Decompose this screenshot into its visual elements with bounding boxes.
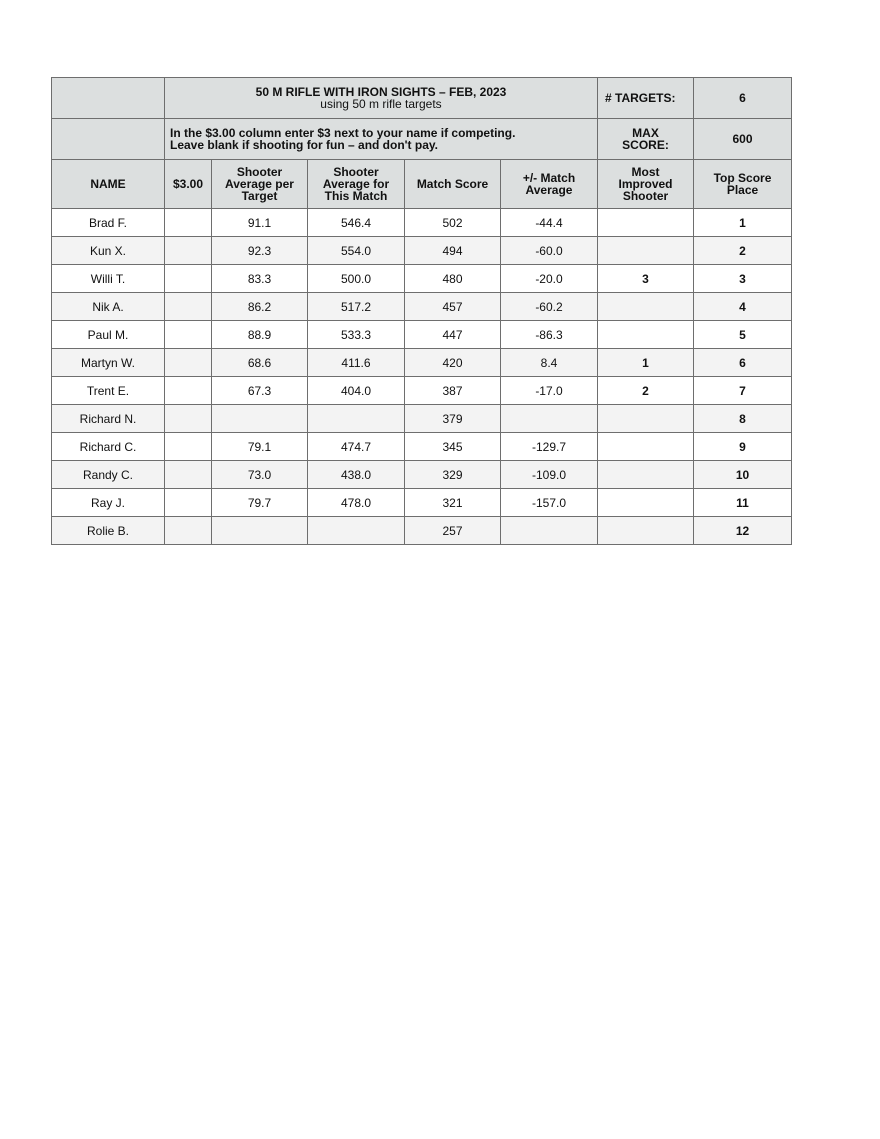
table-row <box>52 265 792 293</box>
avg-target-cell <box>212 517 308 545</box>
match-title-line1: 50 M RIFLE WITH IRON SIGHTS – FEB, 2023 <box>255 85 507 99</box>
diff-cell: -20.0 <box>501 265 598 293</box>
match-title <box>165 78 598 119</box>
avg-match-cell: 478.0 <box>308 489 405 517</box>
col-match-score-header: Match Score <box>405 160 501 209</box>
improved-cell <box>598 489 694 517</box>
improved-cell: 1 <box>598 349 694 377</box>
avg-match-cell <box>308 517 405 545</box>
shooter-name: Richard C. <box>52 433 165 461</box>
table-row <box>52 321 792 349</box>
shooter-name: Trent E. <box>52 377 165 405</box>
table-row <box>52 489 792 517</box>
col-fee-header: $3.00 <box>165 160 212 209</box>
fee-cell[interactable] <box>165 265 212 293</box>
col-name-header: NAME <box>52 160 165 209</box>
col-place-l1: Top Score <box>713 171 772 185</box>
avg-target-cell: 86.2 <box>212 293 308 321</box>
improved-cell <box>598 461 694 489</box>
title-blank-cell <box>52 78 165 119</box>
targets-label: # TARGETS: <box>598 78 694 119</box>
table-row <box>52 293 792 321</box>
diff-cell: -60.0 <box>501 237 598 265</box>
place-cell: 9 <box>694 433 792 461</box>
match-score-cell: 457 <box>405 293 501 321</box>
place-cell: 8 <box>694 405 792 433</box>
table-row <box>52 209 792 237</box>
fee-cell[interactable] <box>165 293 212 321</box>
fee-cell[interactable] <box>165 405 212 433</box>
diff-cell: -60.2 <box>501 293 598 321</box>
table-row <box>52 461 792 489</box>
diff-cell: -17.0 <box>501 377 598 405</box>
fee-cell[interactable] <box>165 349 212 377</box>
avg-target-cell: 88.9 <box>212 321 308 349</box>
place-cell: 6 <box>694 349 792 377</box>
improved-cell <box>598 237 694 265</box>
shooter-name: Nik A. <box>52 293 165 321</box>
improved-cell: 2 <box>598 377 694 405</box>
match-score-cell: 420 <box>405 349 501 377</box>
match-score-cell: 329 <box>405 461 501 489</box>
avg-match-cell: 411.6 <box>308 349 405 377</box>
avg-match-cell <box>308 405 405 433</box>
col-avg-match-l3: This Match <box>324 189 388 203</box>
shooter-name: Brad F. <box>52 209 165 237</box>
avg-target-cell: 73.0 <box>212 461 308 489</box>
score-table <box>51 77 792 545</box>
diff-cell: -129.7 <box>501 433 598 461</box>
fee-cell[interactable] <box>165 321 212 349</box>
match-score-cell: 447 <box>405 321 501 349</box>
avg-match-cell: 474.7 <box>308 433 405 461</box>
col-avg-match-l1: Shooter <box>333 165 379 179</box>
title-row <box>52 78 792 119</box>
avg-match-cell: 546.4 <box>308 209 405 237</box>
place-cell: 12 <box>694 517 792 545</box>
info-blank-cell <box>52 119 165 160</box>
improved-cell: 3 <box>598 265 694 293</box>
place-cell: 4 <box>694 293 792 321</box>
diff-cell: -157.0 <box>501 489 598 517</box>
col-place-l2: Place <box>726 183 759 197</box>
table-row <box>52 237 792 265</box>
place-cell: 7 <box>694 377 792 405</box>
fee-cell[interactable] <box>165 517 212 545</box>
avg-match-cell: 533.3 <box>308 321 405 349</box>
avg-match-cell: 554.0 <box>308 237 405 265</box>
max-score-label-line2: SCORE: <box>622 138 669 152</box>
fee-cell[interactable] <box>165 209 212 237</box>
place-cell: 10 <box>694 461 792 489</box>
col-avg-target-header <box>212 160 308 209</box>
avg-target-cell: 68.6 <box>212 349 308 377</box>
diff-cell: 8.4 <box>501 349 598 377</box>
fee-cell[interactable] <box>165 433 212 461</box>
table-row <box>52 349 792 377</box>
table-row <box>52 433 792 461</box>
match-score-cell: 387 <box>405 377 501 405</box>
info-row <box>52 119 792 160</box>
match-score-cell: 502 <box>405 209 501 237</box>
match-score-cell: 494 <box>405 237 501 265</box>
shooter-name: Martyn W. <box>52 349 165 377</box>
instructions-line1: In the $3.00 column enter $3 next to your name if competing. <box>170 126 516 140</box>
place-cell: 3 <box>694 265 792 293</box>
table-row <box>52 405 792 433</box>
instructions-note <box>165 119 598 160</box>
column-header-row <box>52 160 792 209</box>
max-score-value: 600 <box>694 119 792 160</box>
col-improved-l1: Most <box>631 165 660 179</box>
col-avg-match-header <box>308 160 405 209</box>
col-avg-target-l2: Average per <box>225 177 294 191</box>
diff-cell: -86.3 <box>501 321 598 349</box>
place-cell: 1 <box>694 209 792 237</box>
diff-cell: -44.4 <box>501 209 598 237</box>
shooter-name: Rolie B. <box>52 517 165 545</box>
shooter-name: Randy C. <box>52 461 165 489</box>
improved-cell <box>598 405 694 433</box>
col-improved-l2: Improved <box>618 177 673 191</box>
match-score-cell: 257 <box>405 517 501 545</box>
col-avg-target-l3: Target <box>241 189 278 203</box>
shooter-name: Kun X. <box>52 237 165 265</box>
col-improved-header <box>598 160 694 209</box>
match-score-cell: 321 <box>405 489 501 517</box>
avg-match-cell: 500.0 <box>308 265 405 293</box>
place-cell: 11 <box>694 489 792 517</box>
avg-target-cell: 79.1 <box>212 433 308 461</box>
avg-target-cell: 91.1 <box>212 209 308 237</box>
col-diff-l2: Average <box>525 183 573 197</box>
match-score-cell: 480 <box>405 265 501 293</box>
avg-target-cell: 79.7 <box>212 489 308 517</box>
diff-cell: -109.0 <box>501 461 598 489</box>
col-improved-l3: Shooter <box>622 189 669 203</box>
fee-cell[interactable] <box>165 237 212 265</box>
fee-cell[interactable] <box>165 489 212 517</box>
shooter-name: Willi T. <box>52 265 165 293</box>
col-avg-target-l1: Shooter <box>236 165 283 179</box>
avg-match-cell: 404.0 <box>308 377 405 405</box>
avg-target-cell: 83.3 <box>212 265 308 293</box>
table-row <box>52 377 792 405</box>
col-place-header <box>694 160 792 209</box>
diff-cell <box>501 405 598 433</box>
avg-match-cell: 517.2 <box>308 293 405 321</box>
table-row <box>52 517 792 545</box>
improved-cell <box>598 321 694 349</box>
improved-cell <box>598 433 694 461</box>
diff-cell <box>501 517 598 545</box>
improved-cell <box>598 293 694 321</box>
match-score-cell: 345 <box>405 433 501 461</box>
fee-cell[interactable] <box>165 461 212 489</box>
col-diff-l1: +/- Match <box>522 171 576 185</box>
place-cell: 2 <box>694 237 792 265</box>
instructions-line2: Leave blank if shooting for fun – and don't pay. <box>170 138 438 152</box>
shooter-name: Ray J. <box>52 489 165 517</box>
col-avg-match-l2: Average for <box>322 177 390 191</box>
max-score-label <box>598 119 694 160</box>
shooter-name: Richard N. <box>52 405 165 433</box>
match-score-cell: 379 <box>405 405 501 433</box>
targets-value: 6 <box>694 78 792 119</box>
improved-cell <box>598 209 694 237</box>
improved-cell <box>598 517 694 545</box>
max-score-label-line1: MAX <box>632 126 659 140</box>
avg-match-cell: 438.0 <box>308 461 405 489</box>
col-diff-header <box>501 160 598 209</box>
shooter-name: Paul M. <box>52 321 165 349</box>
avg-target-cell <box>212 405 308 433</box>
avg-target-cell: 92.3 <box>212 237 308 265</box>
match-title-line2: using 50 m rifle targets <box>320 97 442 111</box>
place-cell: 5 <box>694 321 792 349</box>
fee-cell[interactable] <box>165 377 212 405</box>
avg-target-cell: 67.3 <box>212 377 308 405</box>
